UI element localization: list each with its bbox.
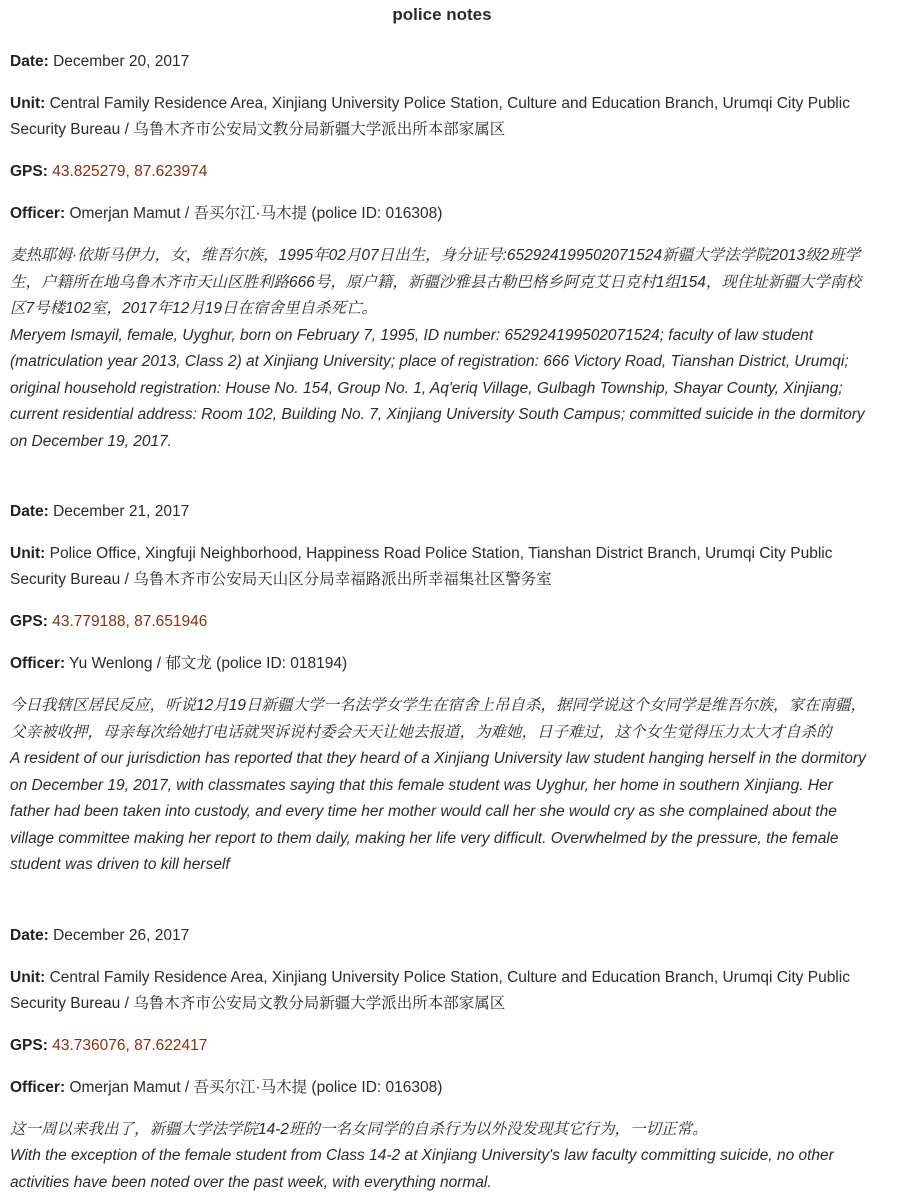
unit-label: Unit: <box>10 95 46 112</box>
unit-value: Central Family Residence Area, Xinjiang University Police Station, Culture and Education Branch, Urumqi City Public Security Bureau / 乌鲁木齐市公安局文教分局新疆大学派出所本部家属区 <box>10 95 850 138</box>
entry <box>10 499 874 879</box>
narrative <box>10 1117 874 1197</box>
gps-link[interactable]: 43.736076, 87.622417 <box>52 1036 208 1054</box>
date-line <box>10 923 874 949</box>
narrative <box>10 243 874 455</box>
gps-line <box>10 609 874 635</box>
date-value: December 26, 2017 <box>53 926 190 944</box>
officer-label: Officer: <box>10 655 66 672</box>
date-label: Date: <box>10 503 49 520</box>
entry <box>10 49 874 455</box>
narrative-english: Meryem Ismayil, female, Uyghur, born on February 7, 1995, ID number: 652924199502071524; faculty of law student (matriculation year 2013, Class 2) at Xinjiang University; place of registration: 666 Victory Road, Tianshan District, Urumqi; original household registration: House No. 154, Group No. 1, Aq'eriq Village, Gulbagh Township, Shayar County, Xinjiang; current residential address: Room 102, Building No. 7, Xinjiang University South Campus; committed suicide in the dormitory on December 19, 2017. <box>10 326 865 450</box>
narrative <box>10 693 874 879</box>
date-label: Date: <box>10 926 49 944</box>
date-line <box>10 499 874 525</box>
narrative-english: With the exception of the female student from Class 14-2 at Xinjiang University's law faculty committing suicide, no other activities have been noted over the past week, with everything normal. <box>10 1147 834 1191</box>
narrative-english: A resident of our jurisdiction has reported that they heard of a Xinjiang University law student hanging herself in the dormitory on December 19, 2017, with classmates saying that this female student was Uyghur, her home in southern Xinjiang. Her father had been taken into custody, and every time her mother would call her she would cry as she complained about the village committee making her report to them daily, making her life very difficult. Overwhelmed by the pressure, the female student was driven to kill herself <box>10 750 866 873</box>
gps-link[interactable]: 43.825279, 87.623974 <box>52 163 208 180</box>
gps-label: GPS: <box>10 163 48 180</box>
gps-label: GPS: <box>10 1036 48 1054</box>
narrative-chinese: 麦热耶姆·依斯马伊力，女，维吾尔族，1995年02月07日出生，身分证号:652924199502071524新疆大学法学院2013级2班学生，户籍所在地乌鲁木齐市天山区胜利路666号，原户籍，新疆沙雅县古勒巴格乡阿克艾日克村1组154，现住址新疆大学南校区7号楼102室，2017年12月19日在宿舍里自杀死亡。 <box>10 247 861 317</box>
unit-line <box>10 541 874 593</box>
officer-line <box>10 201 874 227</box>
gps-line <box>10 159 874 185</box>
officer-value: Omerjan Mamut / 吾买尔江·马木提 (police ID: 016308) <box>69 1078 443 1096</box>
narrative-chinese: 今日我辖区居民反应，听说12月19日新疆大学一名法学女学生在宿舍上吊自杀，据同学说这个女同学是维吾尔族，家在南疆，父亲被收押，母亲每次给她打电话就哭诉说村委会天天让她去报道，为难她，日子难过，这个女生觉得压力太大才自杀的 <box>10 697 866 741</box>
officer-line <box>10 1075 874 1101</box>
date-label: Date: <box>10 53 49 70</box>
page-title: police notes <box>392 5 492 24</box>
document-page <box>0 4 912 1204</box>
gps-line <box>10 1033 874 1059</box>
unit-value: Police Office, Xingfuji Neighborhood, Happiness Road Police Station, Tianshan District Branch, Urumqi City Public Security Bureau / 乌鲁木齐市公安局天山区分局幸福路派出所幸福集社区警务室 <box>10 545 833 588</box>
officer-value: Omerjan Mamut / 吾买尔江·马木提 (police ID: 016308) <box>69 205 443 222</box>
entry <box>10 923 874 1197</box>
gps-label: GPS: <box>10 613 48 630</box>
date-line <box>10 49 874 75</box>
unit-label: Unit: <box>10 968 46 986</box>
date-value: December 21, 2017 <box>53 503 190 520</box>
unit-label: Unit: <box>10 545 46 562</box>
gps-link[interactable]: 43.779188, 87.651946 <box>52 613 208 630</box>
officer-label: Officer: <box>10 205 66 222</box>
unit-line <box>10 965 874 1017</box>
unit-value: Central Family Residence Area, Xinjiang University Police Station, Culture and Education Branch, Urumqi City Public Security Bureau / 乌鲁木齐市公安局文教分局新疆大学派出所本部家属区 <box>10 968 850 1012</box>
unit-line <box>10 91 874 143</box>
officer-line <box>10 651 874 677</box>
officer-label: Officer: <box>10 1078 66 1096</box>
narrative-chinese: 这一周以来我出了，新疆大学法学院14-2班的一名女同学的自杀行为以外没发现其它行为，一切正常。 <box>10 1120 708 1138</box>
officer-value: Yu Wenlong / 郁文龙 (police ID: 018194) <box>69 655 348 672</box>
date-value: December 20, 2017 <box>53 53 190 70</box>
